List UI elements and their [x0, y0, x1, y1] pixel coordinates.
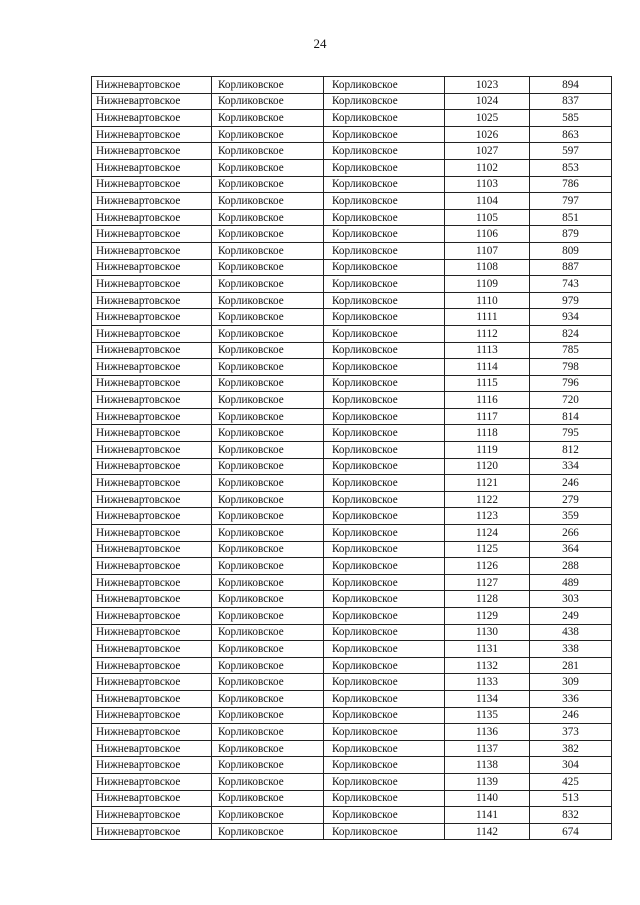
forestry-cell: Корликовское [212, 541, 324, 558]
district-cell: Нижневартовское [92, 408, 212, 425]
area-cell: 979 [530, 292, 612, 309]
table-row [92, 757, 612, 774]
quarter-number-cell: 1114 [445, 359, 530, 376]
forestry-cell: Корликовское [212, 790, 324, 807]
forestry-cell: Корликовское [212, 242, 324, 259]
forestry-cell: Корликовское [212, 209, 324, 226]
tract-cell: Корликовское [324, 276, 445, 293]
area-cell: 797 [530, 193, 612, 210]
quarter-number-cell: 1111 [445, 309, 530, 326]
table-row [92, 292, 612, 309]
forestry-cell: Корликовское [212, 608, 324, 625]
forestry-cell: Корликовское [212, 558, 324, 575]
quarter-number-cell: 1130 [445, 624, 530, 641]
district-cell: Нижневартовское [92, 724, 212, 741]
quarter-number-cell: 1108 [445, 259, 530, 276]
quarter-number-cell: 1025 [445, 110, 530, 127]
tract-cell: Корликовское [324, 193, 445, 210]
forestry-cell: Корликовское [212, 93, 324, 110]
tract-cell: Корликовское [324, 707, 445, 724]
district-cell: Нижневартовское [92, 309, 212, 326]
area-cell: 795 [530, 425, 612, 442]
tract-cell: Корликовское [324, 325, 445, 342]
forestry-cell: Корликовское [212, 641, 324, 658]
area-cell: 894 [530, 77, 612, 94]
forestry-cell: Корликовское [212, 591, 324, 608]
quarter-number-cell: 1102 [445, 159, 530, 176]
tract-cell: Корликовское [324, 641, 445, 658]
district-cell: Нижневартовское [92, 657, 212, 674]
table-row [92, 226, 612, 243]
table-row [92, 309, 612, 326]
district-cell: Нижневартовское [92, 608, 212, 625]
table-row [92, 690, 612, 707]
area-cell: 334 [530, 458, 612, 475]
area-cell: 489 [530, 574, 612, 591]
quarter-number-cell: 1140 [445, 790, 530, 807]
district-cell: Нижневартовское [92, 425, 212, 442]
area-cell: 338 [530, 641, 612, 658]
tract-cell: Корликовское [324, 342, 445, 359]
tract-cell: Корликовское [324, 176, 445, 193]
area-cell: 364 [530, 541, 612, 558]
quarter-number-cell: 1109 [445, 276, 530, 293]
forestry-cell: Корликовское [212, 226, 324, 243]
area-cell: 246 [530, 707, 612, 724]
district-cell: Нижневартовское [92, 375, 212, 392]
forestry-cell: Корликовское [212, 525, 324, 542]
table-row [92, 740, 612, 757]
district-cell: Нижневартовское [92, 475, 212, 492]
quarter-number-cell: 1026 [445, 126, 530, 143]
tract-cell: Корликовское [324, 359, 445, 376]
forestry-cell: Корликовское [212, 292, 324, 309]
quarter-number-cell: 1112 [445, 325, 530, 342]
area-cell: 863 [530, 126, 612, 143]
area-cell: 837 [530, 93, 612, 110]
tract-cell: Корликовское [324, 110, 445, 127]
forestry-cell: Корликовское [212, 690, 324, 707]
quarter-number-cell: 1122 [445, 491, 530, 508]
quarter-number-cell: 1123 [445, 508, 530, 525]
table-row [92, 259, 612, 276]
tract-cell: Корликовское [324, 608, 445, 625]
quarter-number-cell: 1119 [445, 442, 530, 459]
area-cell: 279 [530, 491, 612, 508]
district-cell: Нижневартовское [92, 93, 212, 110]
district-cell: Нижневартовское [92, 740, 212, 757]
forestry-cell: Корликовское [212, 707, 324, 724]
quarter-number-cell: 1106 [445, 226, 530, 243]
forestry-cell: Корликовское [212, 657, 324, 674]
quarter-number-cell: 1134 [445, 690, 530, 707]
tract-cell: Корликовское [324, 790, 445, 807]
tract-cell: Корликовское [324, 740, 445, 757]
district-cell: Нижневартовское [92, 541, 212, 558]
quarter-number-cell: 1124 [445, 525, 530, 542]
area-cell: 246 [530, 475, 612, 492]
tract-cell: Корликовское [324, 309, 445, 326]
table-row [92, 392, 612, 409]
tract-cell: Корликовское [324, 807, 445, 824]
table-row [92, 624, 612, 641]
area-cell: 814 [530, 408, 612, 425]
district-cell: Нижневартовское [92, 209, 212, 226]
forestry-cell: Корликовское [212, 508, 324, 525]
quarter-number-cell: 1110 [445, 292, 530, 309]
quarter-number-cell: 1116 [445, 392, 530, 409]
forestry-cell: Корликовское [212, 408, 324, 425]
area-cell: 853 [530, 159, 612, 176]
tract-cell: Корликовское [324, 458, 445, 475]
area-cell: 674 [530, 823, 612, 840]
table-row [92, 541, 612, 558]
district-cell: Нижневартовское [92, 757, 212, 774]
district-cell: Нижневартовское [92, 292, 212, 309]
district-cell: Нижневартовское [92, 773, 212, 790]
area-cell: 796 [530, 375, 612, 392]
district-cell: Нижневартовское [92, 77, 212, 94]
tract-cell: Корликовское [324, 159, 445, 176]
area-cell: 879 [530, 226, 612, 243]
district-cell: Нижневартовское [92, 126, 212, 143]
quarter-number-cell: 1127 [445, 574, 530, 591]
table-row [92, 209, 612, 226]
quarter-number-cell: 1024 [445, 93, 530, 110]
area-cell: 288 [530, 558, 612, 575]
area-cell: 266 [530, 525, 612, 542]
district-cell: Нижневартовское [92, 707, 212, 724]
area-cell: 438 [530, 624, 612, 641]
quarter-number-cell: 1137 [445, 740, 530, 757]
forestry-cell: Корликовское [212, 425, 324, 442]
area-cell: 812 [530, 442, 612, 459]
tract-cell: Корликовское [324, 674, 445, 691]
tract-cell: Корликовское [324, 408, 445, 425]
tract-cell: Корликовское [324, 425, 445, 442]
forestry-cell: Корликовское [212, 674, 324, 691]
district-cell: Нижневартовское [92, 110, 212, 127]
forestry-cell: Корликовское [212, 458, 324, 475]
district-cell: Нижневартовское [92, 342, 212, 359]
forestry-cell: Корликовское [212, 392, 324, 409]
district-cell: Нижневартовское [92, 193, 212, 210]
table-row [92, 176, 612, 193]
table-row [92, 408, 612, 425]
forest-quarters-table [91, 76, 612, 840]
quarter-number-cell: 1117 [445, 408, 530, 425]
table-row [92, 641, 612, 658]
forestry-cell: Корликовское [212, 375, 324, 392]
table-row [92, 508, 612, 525]
quarter-number-cell: 1023 [445, 77, 530, 94]
quarter-number-cell: 1125 [445, 541, 530, 558]
quarter-number-cell: 1107 [445, 242, 530, 259]
table-row [92, 790, 612, 807]
table-row [92, 823, 612, 840]
table-row [92, 591, 612, 608]
area-cell: 832 [530, 807, 612, 824]
forestry-cell: Корликовское [212, 574, 324, 591]
district-cell: Нижневартовское [92, 159, 212, 176]
quarter-number-cell: 1104 [445, 193, 530, 210]
quarter-number-cell: 1027 [445, 143, 530, 160]
table-row [92, 491, 612, 508]
forestry-cell: Корликовское [212, 143, 324, 160]
table-row [92, 126, 612, 143]
forestry-cell: Корликовское [212, 442, 324, 459]
forestry-cell: Корликовское [212, 491, 324, 508]
quarter-number-cell: 1118 [445, 425, 530, 442]
forestry-cell: Корликовское [212, 159, 324, 176]
table-row [92, 193, 612, 210]
area-cell: 359 [530, 508, 612, 525]
forestry-cell: Корликовское [212, 276, 324, 293]
district-cell: Нижневартовское [92, 790, 212, 807]
table-row [92, 442, 612, 459]
quarter-number-cell: 1126 [445, 558, 530, 575]
tract-cell: Корликовское [324, 773, 445, 790]
quarter-number-cell: 1142 [445, 823, 530, 840]
district-cell: Нижневартовское [92, 143, 212, 160]
area-cell: 786 [530, 176, 612, 193]
area-cell: 281 [530, 657, 612, 674]
district-cell: Нижневартовское [92, 325, 212, 342]
tract-cell: Корликовское [324, 292, 445, 309]
tract-cell: Корликовское [324, 442, 445, 459]
area-cell: 303 [530, 591, 612, 608]
forestry-cell: Корликовское [212, 77, 324, 94]
table-row [92, 773, 612, 790]
district-cell: Нижневартовское [92, 242, 212, 259]
district-cell: Нижневартовское [92, 392, 212, 409]
tract-cell: Корликовское [324, 93, 445, 110]
tract-cell: Корликовское [324, 690, 445, 707]
area-cell: 304 [530, 757, 612, 774]
table-row [92, 159, 612, 176]
tract-cell: Корликовское [324, 541, 445, 558]
tract-cell: Корликовское [324, 823, 445, 840]
table-row [92, 342, 612, 359]
quarter-number-cell: 1136 [445, 724, 530, 741]
forestry-cell: Корликовское [212, 309, 324, 326]
tract-cell: Корликовское [324, 657, 445, 674]
area-cell: 934 [530, 309, 612, 326]
quarter-number-cell: 1115 [445, 375, 530, 392]
table-row [92, 375, 612, 392]
tract-cell: Корликовское [324, 624, 445, 641]
tract-cell: Корликовское [324, 574, 445, 591]
area-cell: 425 [530, 773, 612, 790]
forestry-cell: Корликовское [212, 342, 324, 359]
tract-cell: Корликовское [324, 558, 445, 575]
tract-cell: Корликовское [324, 591, 445, 608]
tract-cell: Корликовское [324, 126, 445, 143]
area-cell: 720 [530, 392, 612, 409]
tract-cell: Корликовское [324, 757, 445, 774]
forestry-cell: Корликовское [212, 176, 324, 193]
table-row [92, 242, 612, 259]
forestry-cell: Корликовское [212, 823, 324, 840]
quarter-number-cell: 1141 [445, 807, 530, 824]
table-row [92, 558, 612, 575]
table-row [92, 657, 612, 674]
district-cell: Нижневартовское [92, 641, 212, 658]
quarter-number-cell: 1103 [445, 176, 530, 193]
tract-cell: Корликовское [324, 392, 445, 409]
district-cell: Нижневартовское [92, 359, 212, 376]
table-row [92, 724, 612, 741]
table-row [92, 425, 612, 442]
forestry-cell: Корликовское [212, 807, 324, 824]
table-row [92, 359, 612, 376]
quarter-number-cell: 1139 [445, 773, 530, 790]
tract-cell: Корликовское [324, 491, 445, 508]
area-cell: 824 [530, 325, 612, 342]
district-cell: Нижневартовское [92, 823, 212, 840]
area-cell: 887 [530, 259, 612, 276]
table-row [92, 707, 612, 724]
quarter-number-cell: 1129 [445, 608, 530, 625]
quarter-number-cell: 1121 [445, 475, 530, 492]
table-row [92, 276, 612, 293]
district-cell: Нижневартовское [92, 276, 212, 293]
tract-cell: Корликовское [324, 508, 445, 525]
district-cell: Нижневартовское [92, 442, 212, 459]
district-cell: Нижневартовское [92, 690, 212, 707]
forestry-cell: Корликовское [212, 359, 324, 376]
forestry-cell: Корликовское [212, 624, 324, 641]
table-row [92, 143, 612, 160]
district-cell: Нижневартовское [92, 226, 212, 243]
quarter-number-cell: 1131 [445, 641, 530, 658]
table-row [92, 458, 612, 475]
table-row [92, 475, 612, 492]
area-cell: 743 [530, 276, 612, 293]
forestry-cell: Корликовское [212, 773, 324, 790]
area-cell: 249 [530, 608, 612, 625]
table-row [92, 77, 612, 94]
tract-cell: Корликовское [324, 259, 445, 276]
table-row [92, 574, 612, 591]
district-cell: Нижневартовское [92, 674, 212, 691]
district-cell: Нижневартовское [92, 591, 212, 608]
district-cell: Нижневартовское [92, 176, 212, 193]
tract-cell: Корликовское [324, 375, 445, 392]
quarter-number-cell: 1133 [445, 674, 530, 691]
district-cell: Нижневартовское [92, 525, 212, 542]
quarter-number-cell: 1113 [445, 342, 530, 359]
table-row [92, 674, 612, 691]
forestry-cell: Корликовское [212, 740, 324, 757]
forestry-cell: Корликовское [212, 110, 324, 127]
district-cell: Нижневартовское [92, 624, 212, 641]
area-cell: 309 [530, 674, 612, 691]
forestry-cell: Корликовское [212, 193, 324, 210]
table-row [92, 93, 612, 110]
area-cell: 851 [530, 209, 612, 226]
tract-cell: Корликовское [324, 525, 445, 542]
area-cell: 798 [530, 359, 612, 376]
district-cell: Нижневартовское [92, 491, 212, 508]
forestry-cell: Корликовское [212, 325, 324, 342]
page-number: 24 [313, 36, 327, 51]
area-cell: 809 [530, 242, 612, 259]
district-cell: Нижневартовское [92, 807, 212, 824]
district-cell: Нижневартовское [92, 508, 212, 525]
district-cell: Нижневартовское [92, 558, 212, 575]
table-row [92, 608, 612, 625]
tract-cell: Корликовское [324, 475, 445, 492]
tract-cell: Корликовское [324, 209, 445, 226]
forestry-cell: Корликовское [212, 757, 324, 774]
forestry-cell: Корликовское [212, 126, 324, 143]
quarter-number-cell: 1138 [445, 757, 530, 774]
tract-cell: Корликовское [324, 242, 445, 259]
district-cell: Нижневартовское [92, 574, 212, 591]
table-row [92, 525, 612, 542]
table-row [92, 110, 612, 127]
tract-cell: Корликовское [324, 724, 445, 741]
area-cell: 785 [530, 342, 612, 359]
quarter-number-cell: 1135 [445, 707, 530, 724]
tract-cell: Корликовское [324, 77, 445, 94]
table-row [92, 325, 612, 342]
forestry-cell: Корликовское [212, 259, 324, 276]
area-cell: 373 [530, 724, 612, 741]
area-cell: 585 [530, 110, 612, 127]
forestry-cell: Корликовское [212, 475, 324, 492]
quarter-number-cell: 1128 [445, 591, 530, 608]
forestry-cell: Корликовское [212, 724, 324, 741]
table-row [92, 807, 612, 824]
tract-cell: Корликовское [324, 143, 445, 160]
area-cell: 597 [530, 143, 612, 160]
area-cell: 513 [530, 790, 612, 807]
district-cell: Нижневартовское [92, 458, 212, 475]
table-body [92, 77, 612, 840]
quarter-number-cell: 1120 [445, 458, 530, 475]
quarter-number-cell: 1132 [445, 657, 530, 674]
area-cell: 336 [530, 690, 612, 707]
quarter-number-cell: 1105 [445, 209, 530, 226]
tract-cell: Корликовское [324, 226, 445, 243]
area-cell: 382 [530, 740, 612, 757]
district-cell: Нижневартовское [92, 259, 212, 276]
